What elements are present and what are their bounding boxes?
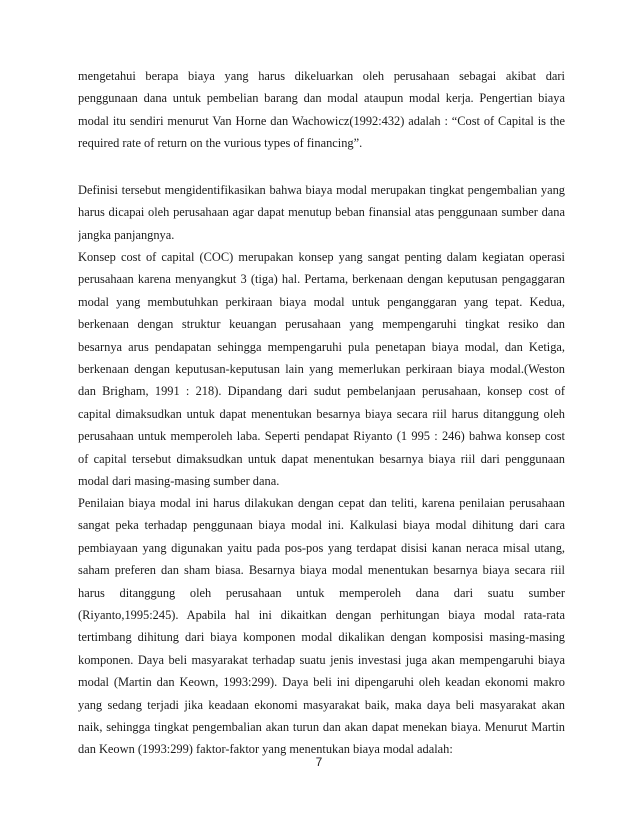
text-line: saham preferen dan sham biasa. Besarnya biaya modal menentukan besarnya biaya secara riil <box>78 563 565 578</box>
text-line: capital dimaksudkan untuk dapat menentukan besarnya biaya secara riil harus ditanggung oleh <box>78 406 565 421</box>
paragraph-cost-assessment <box>78 492 565 761</box>
text-line: besarnya arus pendapatan sehingga mempengaruhi pula penetapan biaya modal, dan Ketiga, <box>78 339 565 354</box>
text-line: perusahaan karena menyangkut 3 (tiga) hal. Pertama, berkenaan dengan keputusan pengaggaran <box>78 272 565 287</box>
text-line: dan Brigham, 1991 : 218). Dipandang dari sudut pembelanjaan perusahaan, konsep cost of <box>78 384 565 399</box>
text-line: (Riyanto,1995:245). Apabila hal ini dikaitkan dengan perhitungan biaya modal rata-rata <box>78 607 565 622</box>
text-line: tertimbang dihitung dari biaya komponen modal dikalikan dengan komposisi masing-masing <box>78 630 565 645</box>
text-line: komponen. Daya beli masyarakat terhadap suatu jenis investasi juga akan mempengaruhi biaya <box>78 652 565 667</box>
text-line: harus dicapai oleh perusahaan agar dapat menutup beban finansial atas penggunaan sumber dana <box>78 205 565 220</box>
paragraph-cost-of-capital-definition <box>78 65 565 155</box>
text-line: modal (Martin dan Keown, 1993:299). Daya beli ini dipengaruhi oleh keadan ekonomi makro <box>78 675 565 690</box>
text-line: Konsep cost of capital (COC) merupakan konsep yang sangat penting dalam kegiatan operasi <box>78 250 565 264</box>
text-line: penggunaan dana untuk pembelian barang dan modal ataupun modal kerja. Pengertian biaya <box>78 91 565 106</box>
text-line: Definisi tersebut mengidentifikasikan bahwa biaya modal merupakan tingkat pengembalian yang <box>78 183 565 197</box>
text-line: dan Keown (1993:299) faktor-faktor yang menentukan biaya modal adalah: <box>78 742 453 757</box>
text-line: jangka panjangnya. <box>78 227 175 242</box>
text-line: of capital tersebut dimaksudkan untuk dapat menentukan besarnya biaya riil dari penggunaan <box>78 451 565 466</box>
text-line: sangat peka terhadap penggunaan biaya modal ini. Kalkulasi biaya modal dihitung dari cara <box>78 518 565 533</box>
text-line: pembiayaan yang digunakan yaitu pada pos-pos yang terdapat disisi kanan neraca misal utang, <box>78 540 565 555</box>
text-line: mengetahui berapa biaya yang harus dikeluarkan oleh perusahaan sebagai akibat dari <box>78 69 565 83</box>
text-line: Penilaian biaya modal ini harus dilakukan dengan cepat dan teliti, karena penilaian perusahaan <box>78 496 565 510</box>
page-number: 7 <box>315 755 323 769</box>
text-line: harus ditanggung oleh perusahaan untuk memperoleh dana dari suatu sumber <box>78 585 565 600</box>
text-line: berkenaan dengan struktur keuangan perusahaan yang mempengaruhi tingkat resiko dan <box>78 317 565 332</box>
text-line: yang sedang terjadi jika keadaan ekonomi masyarakat baik, maka daya beli masyarakat akan <box>78 697 565 712</box>
text-line: modal itu sendiri menurut Van Horne dan Wachowicz(1992:432) adalah : “Cost of Capital is the <box>78 113 565 128</box>
text-line: perusahaan untuk memperoleh laba. Seperti pendapat Riyanto (1 995 : 246) bahwa konsep cost <box>78 429 565 444</box>
text-line: modal yang membutuhkan perkiraan biaya modal untuk penganggaran yang tepat. Kedua, <box>78 294 565 309</box>
text-line: berkenaan dengan keputusan-keputusan lain yang memerlukan perkiraan biaya modal.(Weston <box>78 361 565 376</box>
text-line: naik, sehingga tingkat pengembalian akan turun dan akan dapat menekan biaya. Menurut Martin <box>78 719 565 734</box>
paragraph-definition-explanation <box>78 179 565 246</box>
text-line: modal dari masing-masing sumber dana. <box>78 473 280 488</box>
text-line: required rate of return on the vurious types of financing”. <box>78 136 363 151</box>
paragraph-coc-concept <box>78 246 565 492</box>
